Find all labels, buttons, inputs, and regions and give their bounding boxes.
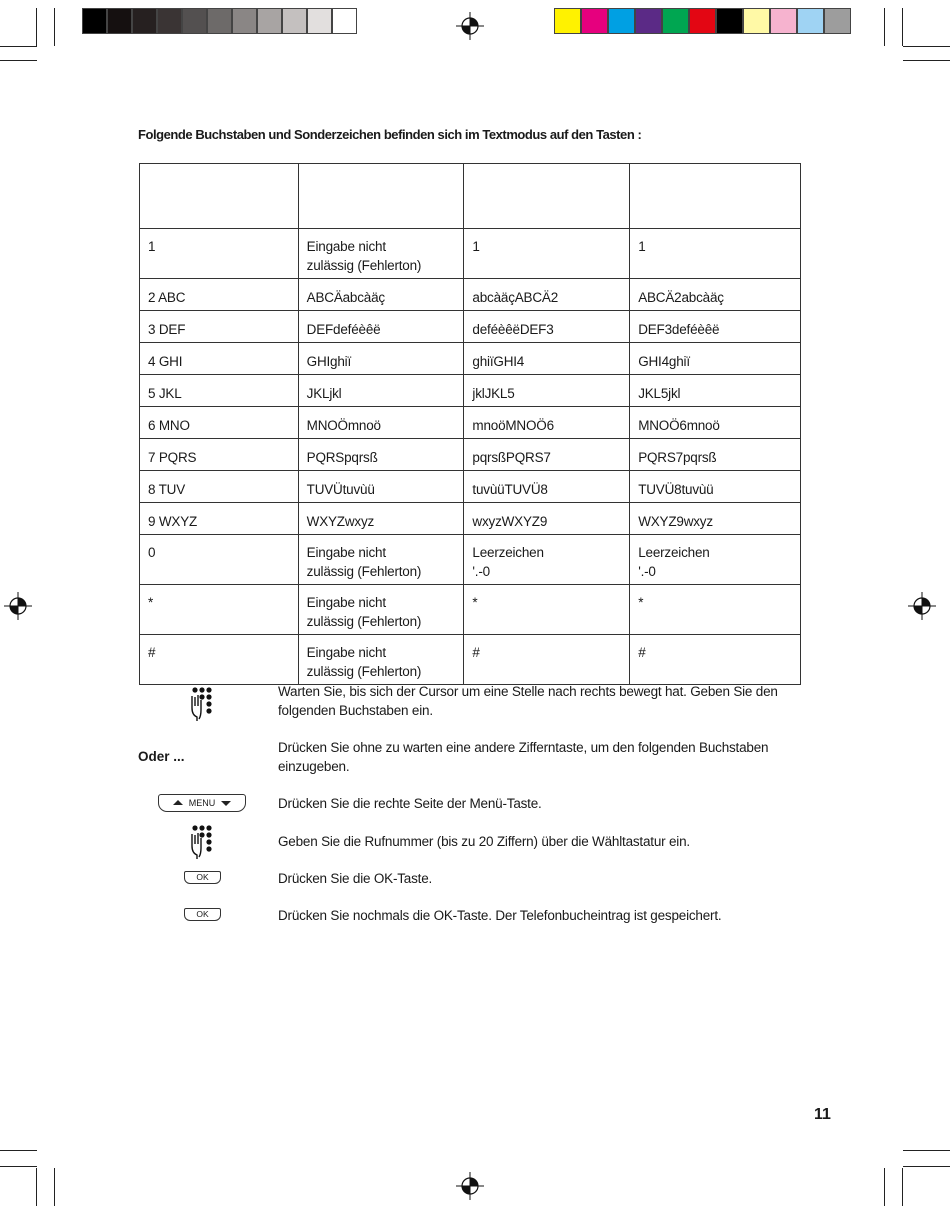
cell-text: DEFdeféèêë: [306, 322, 381, 337]
up-arrow-icon: [173, 800, 183, 805]
cell-text: jklJKL5: [472, 386, 515, 401]
table-cell: [464, 407, 630, 439]
cell-text: Eingabe nicht: [306, 645, 386, 660]
table-header-cell: [140, 164, 299, 229]
table-cell: [630, 407, 801, 439]
table-row: [140, 375, 801, 407]
registration-mark-left-icon: [4, 592, 32, 620]
process-swatch: [743, 8, 770, 34]
cell-text: WXYZwxyz: [306, 514, 375, 529]
cell-text: 1: [472, 239, 480, 254]
table-cell: [298, 471, 464, 503]
table-row: [140, 535, 801, 585]
instruction-ok-1: Drücken Sie die OK-Taste.: [278, 871, 433, 886]
table-header-cell: [630, 164, 801, 229]
cell-text: PQRSpqrsß: [306, 450, 378, 465]
cell-text: ghiïGHI4: [472, 354, 525, 369]
table-cell: [464, 375, 630, 407]
cell-text: *: [472, 595, 478, 610]
cell-text: 5 JKL: [148, 386, 182, 401]
cell-text: TUVÜ8tuvùü: [638, 482, 714, 497]
table-cell: [464, 471, 630, 503]
table-row: [140, 343, 801, 375]
cell-text: ABCÄ2abcàäç: [638, 290, 724, 305]
table-cell: [140, 535, 299, 585]
process-swatch: [635, 8, 662, 34]
cell-text: 8 TUV: [148, 482, 186, 497]
table-cell: [630, 375, 801, 407]
table-cell: [464, 311, 630, 343]
table-row: [140, 503, 801, 535]
table-cell: [298, 311, 464, 343]
gray-swatch: [207, 8, 232, 34]
table-cell: [298, 375, 464, 407]
table-cell: [298, 229, 464, 279]
table-cell: [464, 503, 630, 535]
table-cell: [630, 535, 801, 585]
table-cell: [630, 343, 801, 375]
cell-text: Leerzeichen: [638, 545, 710, 560]
cell-text: zulässig (Fehlerton): [306, 258, 422, 273]
cell-text: zulässig (Fehlerton): [306, 664, 422, 679]
process-swatch: [554, 8, 581, 34]
table-cell: [298, 503, 464, 535]
table-cell: [298, 635, 464, 685]
process-swatch: [770, 8, 797, 34]
cell-text: 9 WXYZ: [148, 514, 198, 529]
process-swatch: [716, 8, 743, 34]
cell-text: DEF3deféèêë: [638, 322, 720, 337]
process-swatch: [824, 8, 851, 34]
table-row: [140, 279, 801, 311]
keypad-hand-icon: [189, 686, 219, 722]
table-cell: [140, 585, 299, 635]
table-cell: [140, 279, 299, 311]
cell-text: 1: [148, 239, 156, 254]
character-table: [139, 163, 801, 685]
table-row: [140, 635, 801, 685]
ok-key-icon: [184, 908, 221, 921]
process-swatch: [689, 8, 716, 34]
cell-text: deféèêëDEF3: [472, 322, 554, 337]
table-row: [140, 471, 801, 503]
instruction-number: Geben Sie die Rufnummer (bis zu 20 Ziffern) über die Wähltastatur ein.: [278, 834, 690, 849]
cell-text: ABCÄabcàäç: [306, 290, 385, 305]
table-cell: [298, 585, 464, 635]
table-header-row: [140, 164, 801, 229]
cell-text: 0: [148, 545, 156, 560]
table-cell: [140, 311, 299, 343]
gray-swatch: [307, 8, 332, 34]
table-cell: [630, 585, 801, 635]
cell-text: zulässig (Fehlerton): [306, 564, 422, 579]
cell-text: '.-0: [638, 564, 656, 579]
cell-text: 3 DEF: [148, 322, 186, 337]
gray-swatch: [332, 8, 357, 34]
table-cell: [298, 535, 464, 585]
table-cell: [140, 635, 299, 685]
table-cell: [140, 471, 299, 503]
table-cell: [140, 229, 299, 279]
table-cell: [630, 311, 801, 343]
gray-swatch: [282, 8, 307, 34]
table-cell: [298, 343, 464, 375]
table-cell: [298, 439, 464, 471]
menu-key-icon: [158, 794, 246, 812]
registration-mark-right-icon: [908, 592, 936, 620]
process-swatch: [581, 8, 608, 34]
table-cell: [464, 279, 630, 311]
cell-text: #: [148, 645, 156, 660]
cell-text: #: [638, 645, 646, 660]
cell-text: 4 GHI: [148, 354, 183, 369]
table-cell: [140, 407, 299, 439]
cell-text: JKL5jkl: [638, 386, 681, 401]
table-cell: [630, 439, 801, 471]
process-swatch: [662, 8, 689, 34]
cell-text: abcàäçABCÄ2: [472, 290, 559, 305]
cell-text: Eingabe nicht: [306, 545, 386, 560]
cell-text: #: [472, 645, 480, 660]
table-cell: [630, 503, 801, 535]
table-row: [140, 311, 801, 343]
cell-text: Eingabe nicht: [306, 239, 386, 254]
cell-text: GHIghiï: [306, 354, 352, 369]
ok-key-icon: [184, 871, 221, 884]
table-row: [140, 585, 801, 635]
gray-swatch: [132, 8, 157, 34]
instruction-wait: Warten Sie, bis sich der Cursor um eine Stelle nach rechts bewegt hat. Geben Sie den folgenden Buchstaben ein.: [278, 684, 778, 718]
table-cell: [464, 229, 630, 279]
process-swatch: [608, 8, 635, 34]
gray-swatch: [182, 8, 207, 34]
table-cell: [298, 279, 464, 311]
table-header-cell: [464, 164, 630, 229]
ok-key-label: OK: [196, 872, 209, 882]
table-row: [140, 229, 801, 279]
table-cell: [630, 471, 801, 503]
table-cell: [140, 503, 299, 535]
cell-text: *: [638, 595, 644, 610]
cell-text: *: [148, 595, 154, 610]
ok-key-label: OK: [196, 909, 209, 919]
table-cell: [464, 343, 630, 375]
oder-label: Oder ...: [138, 749, 185, 764]
cell-text: 1: [638, 239, 646, 254]
gray-swatch: [107, 8, 132, 34]
cell-text: 6 MNO: [148, 418, 190, 433]
cell-text: GHI4ghiï: [638, 354, 690, 369]
cell-text: TUVÜtuvùü: [306, 482, 375, 497]
down-arrow-icon: [221, 801, 231, 806]
section-heading: Folgende Buchstaben und Sonderzeichen befinden sich im Textmodus auf den Tasten :: [138, 127, 642, 142]
instruction-ok-2: Drücken Sie nochmals die OK-Taste. Der Telefonbucheintrag ist gespeichert.: [278, 908, 722, 923]
table-cell: [298, 407, 464, 439]
cell-text: Eingabe nicht: [306, 595, 386, 610]
gray-swatch: [257, 8, 282, 34]
cell-text: Leerzeichen: [472, 545, 544, 560]
instruction-other-key: Drücken Sie ohne zu warten eine andere Zifferntaste, um den folgenden Buchstaben einzugeben.: [278, 740, 769, 774]
table-cell: [140, 375, 299, 407]
table-cell: [140, 343, 299, 375]
cell-text: PQRS7pqrsß: [638, 450, 717, 465]
keypad-hand-icon: [189, 824, 219, 860]
instruction-menu: Drücken Sie die rechte Seite der Menü-Taste.: [278, 796, 542, 811]
table-row: [140, 407, 801, 439]
cell-text: 7 PQRS: [148, 450, 197, 465]
page-number: 11: [814, 1106, 831, 1123]
cell-text: '.-0: [472, 564, 490, 579]
table-row: [140, 439, 801, 471]
cell-text: pqrsßPQRS7: [472, 450, 551, 465]
cell-text: zulässig (Fehlerton): [306, 614, 422, 629]
menu-key-label: MENU: [188, 798, 216, 808]
cell-text: tuvùüTUVÜ8: [472, 482, 548, 497]
table-cell: [464, 439, 630, 471]
table-header-cell: [298, 164, 464, 229]
gray-swatch: [82, 8, 107, 34]
cell-text: WXYZ9wxyz: [638, 514, 713, 529]
gray-swatch: [232, 8, 257, 34]
cell-text: wxyzWXYZ9: [472, 514, 548, 529]
cell-text: MNOÖ6mnoö: [638, 418, 720, 433]
table-cell: [140, 439, 299, 471]
table-cell: [464, 535, 630, 585]
cell-text: MNOÖmnoö: [306, 418, 381, 433]
process-swatch: [797, 8, 824, 34]
registration-mark-bottom-icon: [456, 1172, 484, 1200]
table-cell: [630, 279, 801, 311]
table-cell: [630, 635, 801, 685]
gray-swatch: [157, 8, 182, 34]
table-cell: [464, 585, 630, 635]
table-cell: [464, 635, 630, 685]
registration-mark-top-icon: [456, 12, 484, 40]
cell-text: JKLjkl: [306, 386, 342, 401]
table-cell: [630, 229, 801, 279]
cell-text: 2 ABC: [148, 290, 186, 305]
cell-text: mnoöMNOÖ6: [472, 418, 554, 433]
